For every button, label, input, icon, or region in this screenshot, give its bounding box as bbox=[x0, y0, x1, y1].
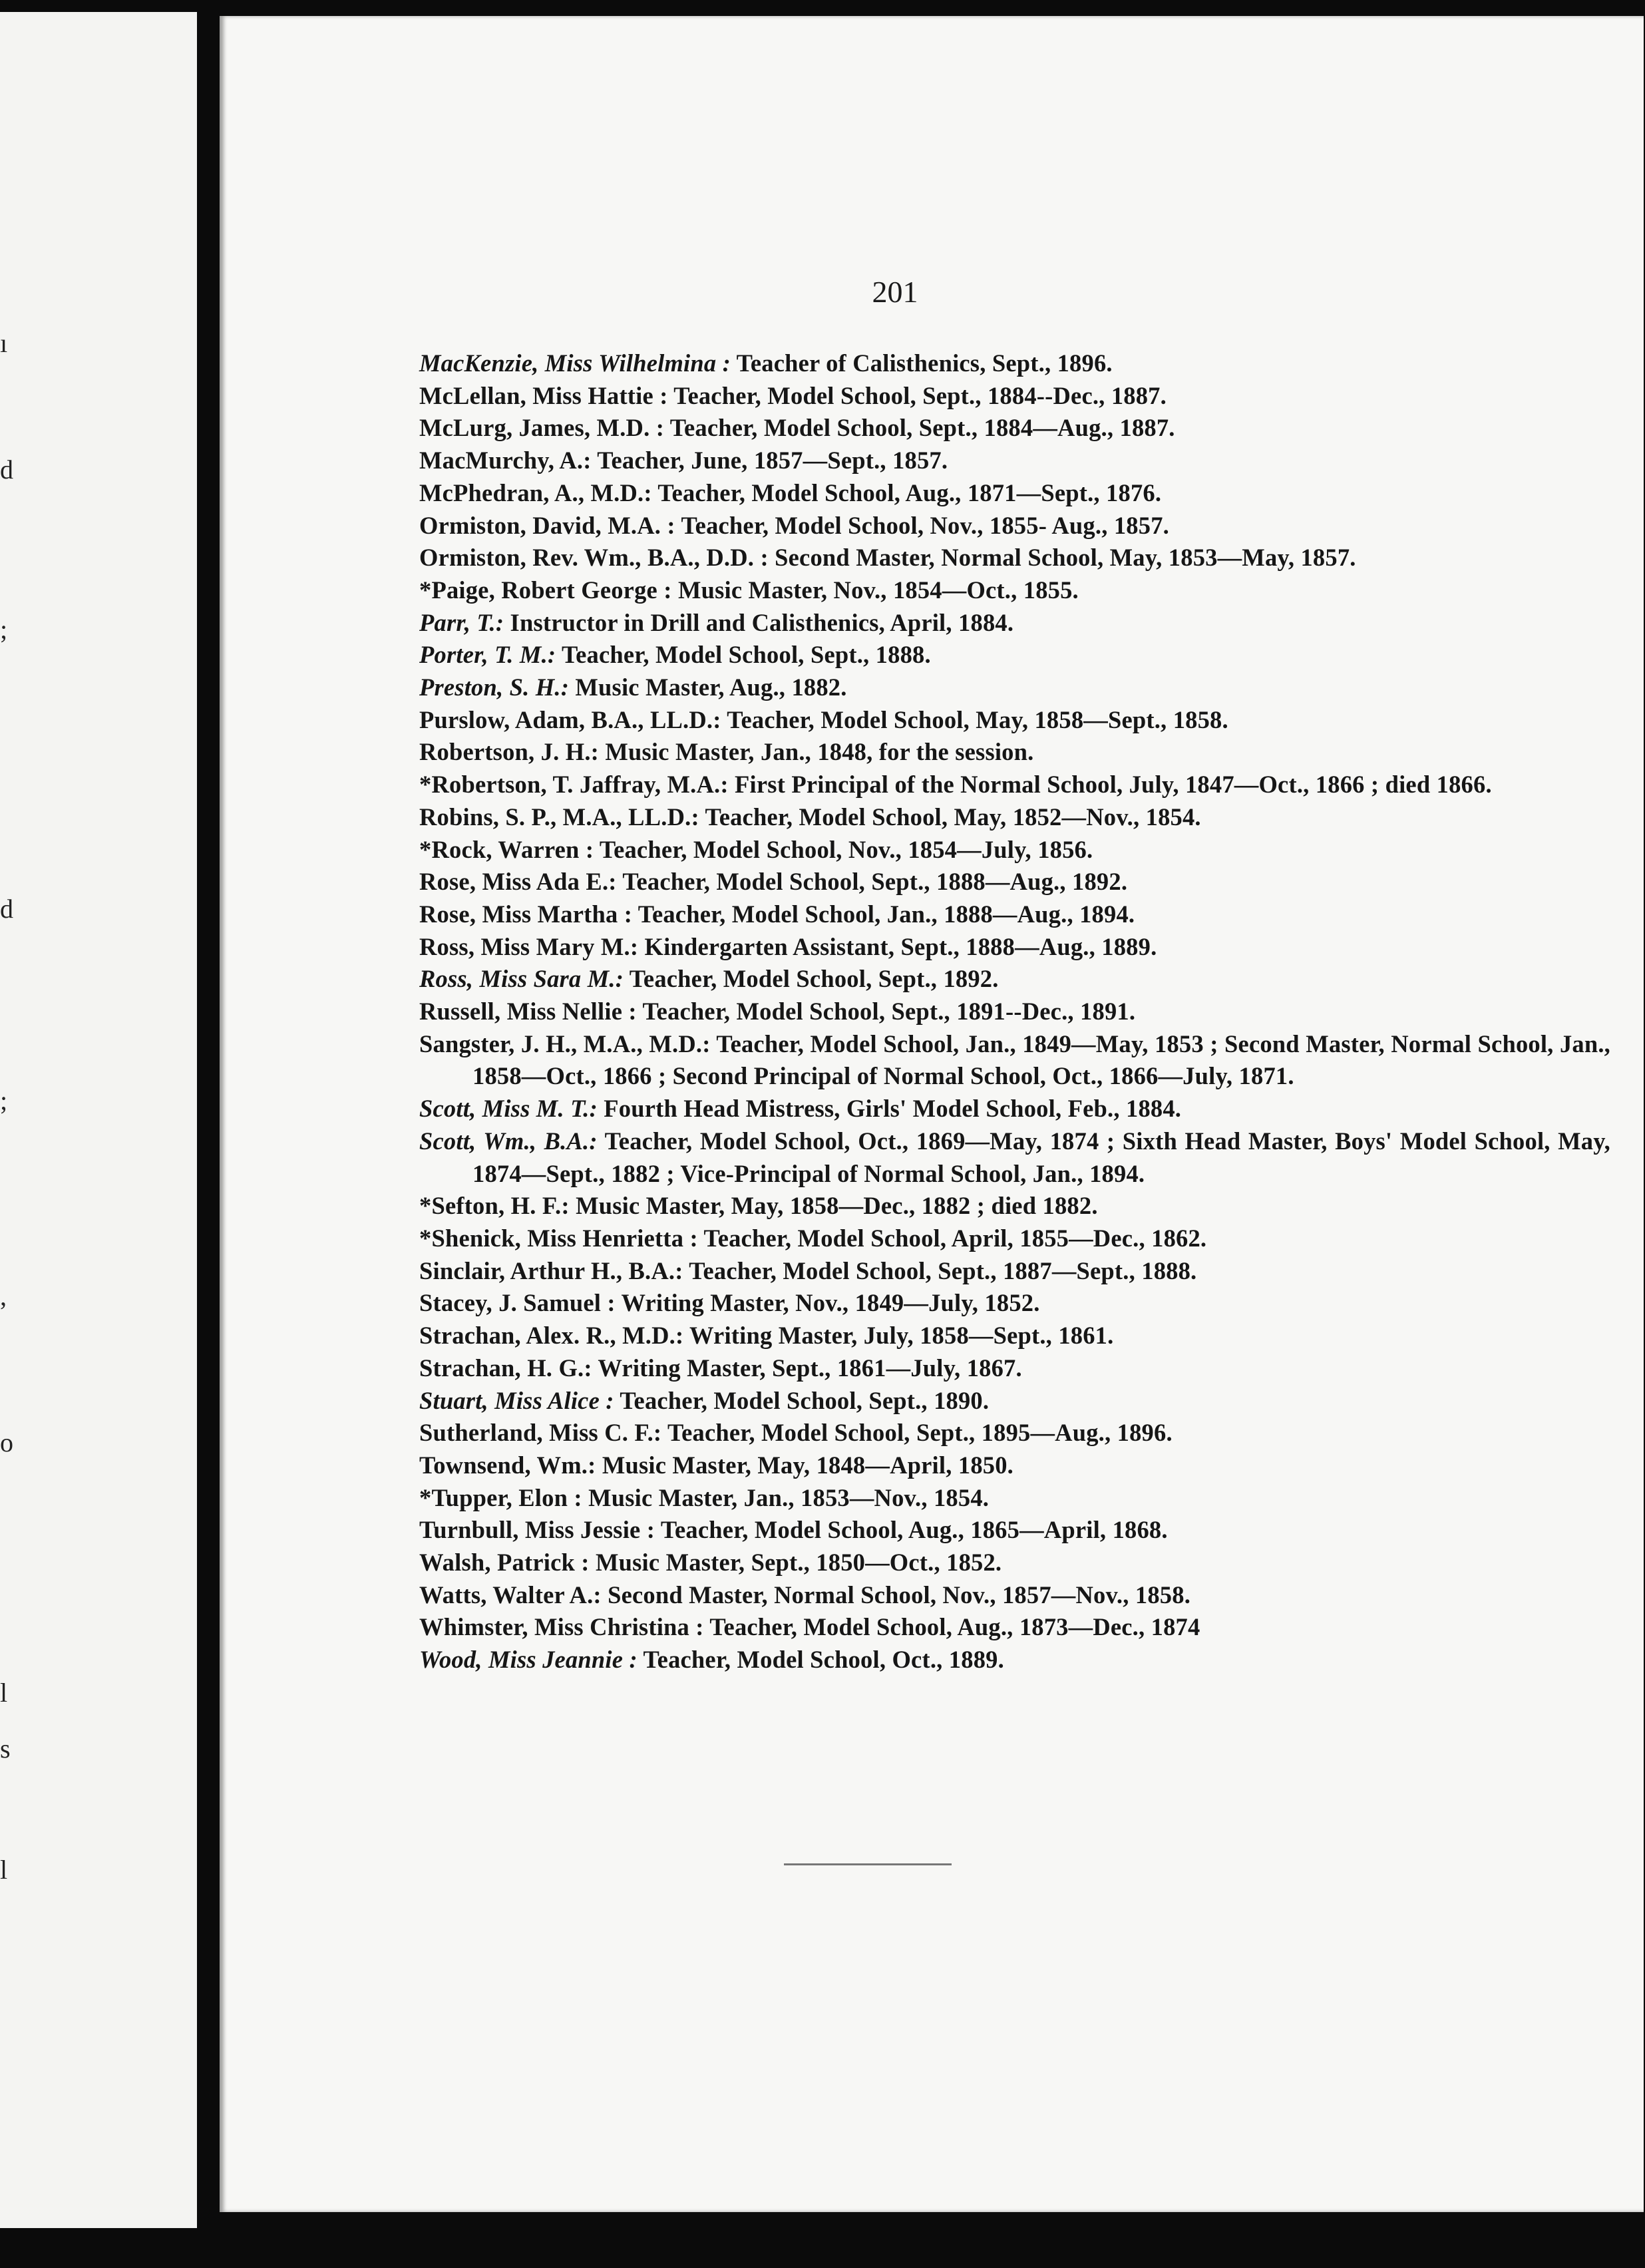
entry-name: Watts, Walter A.: bbox=[419, 1581, 602, 1608]
entry-name: Sinclair, Arthur H., B.A.: bbox=[419, 1256, 683, 1284]
list-item bbox=[419, 1417, 1610, 1449]
margin-fragment: ı bbox=[0, 328, 8, 358]
entry-name: *Shenick, Miss Henrietta : bbox=[419, 1224, 698, 1252]
list-item bbox=[419, 898, 1610, 931]
entry-name: Scott, Wm., B.A.: bbox=[419, 1127, 598, 1155]
list-item bbox=[419, 412, 1610, 445]
book-gutter bbox=[197, 0, 220, 2268]
entry-description: Writing Master, July, 1858—Sept., 1861. bbox=[689, 1322, 1114, 1350]
list-item bbox=[419, 639, 1610, 671]
list-item bbox=[419, 996, 1610, 1028]
entry-name: McLellan, Miss Hattie : bbox=[419, 381, 668, 409]
entry-name: McLurg, James, M.D. : bbox=[419, 414, 665, 442]
list-item bbox=[419, 1320, 1610, 1352]
entry-name: Rose, Miss Ada E.: bbox=[419, 868, 617, 896]
margin-fragment: s bbox=[0, 1734, 11, 1764]
entry-description: Teacher, Model School, Sept., 1888—Aug., 1892. bbox=[622, 868, 1128, 896]
entry-name: Parr, T.: bbox=[419, 608, 504, 636]
entry-description: Teacher, Model School, Aug., 1871—Sept., 1876. bbox=[657, 478, 1162, 506]
entry-description: Teacher, Model School, Sept., 1887—Sept., 1888. bbox=[689, 1256, 1197, 1284]
list-item bbox=[419, 542, 1610, 574]
entry-name: Ross, Miss Mary M.: bbox=[419, 932, 639, 960]
entry-description: Teacher, Model School, Aug., 1865—April, 1868. bbox=[660, 1516, 1168, 1544]
entry-description: Teacher, Model School, Sept., 1890. bbox=[620, 1386, 990, 1414]
entry-description: Music Master, Sept., 1850—Oct., 1852. bbox=[595, 1549, 1002, 1577]
entry-description: Teacher, Model School, Jan., 1849—May, 1853 ; Second Master, Normal School, Jan., 1858—Oct., 1866 ; Second Principal of Normal School, Oct., 1866—July, 1871. bbox=[472, 1030, 1610, 1090]
list-item bbox=[419, 1028, 1610, 1093]
list-item bbox=[419, 866, 1610, 898]
entry-description: Second Master, Normal School, Nov., 1857—Nov., 1858. bbox=[608, 1581, 1191, 1608]
entry-name: Sutherland, Miss C. F.: bbox=[419, 1419, 662, 1447]
entry-name: Strachan, Alex. R., M.D.: bbox=[419, 1322, 684, 1350]
entry-name: Ormiston, Rev. Wm., B.A., D.D. : bbox=[419, 544, 769, 572]
list-item bbox=[419, 477, 1610, 510]
list-item bbox=[419, 1449, 1610, 1482]
list-item bbox=[419, 1579, 1610, 1612]
entry-description: Teacher of Calisthenics, Sept., 1896. bbox=[736, 349, 1113, 377]
entry-description: Teacher, June, 1857—Sept., 1857. bbox=[597, 447, 948, 474]
entry-name: Whimster, Miss Christina : bbox=[419, 1613, 704, 1641]
list-item bbox=[419, 445, 1610, 477]
margin-fragment: ; bbox=[0, 1085, 8, 1115]
list-item bbox=[419, 1223, 1610, 1255]
entry-description: Teacher, Model School, Nov., 1854—July, 1856. bbox=[599, 835, 1093, 863]
margin-fragment: l bbox=[0, 1678, 8, 1708]
list-item bbox=[419, 607, 1610, 640]
entry-name: Robins, S. P., M.A., LL.D.: bbox=[419, 803, 699, 831]
entry-description: Music Master, May, 1858—Dec., 1882 ; died 1882. bbox=[576, 1192, 1098, 1220]
list-item bbox=[419, 510, 1610, 542]
entry-name: Ross, Miss Sara M.: bbox=[419, 965, 624, 993]
list-item bbox=[419, 1611, 1610, 1644]
entry-description: Teacher, Model School, Sept., 1884—Aug., 1887. bbox=[669, 414, 1175, 442]
entry-name: MacKenzie, Miss Wilhelmina : bbox=[419, 349, 731, 377]
list-item bbox=[419, 801, 1610, 834]
margin-fragment: l bbox=[0, 1855, 8, 1885]
page-number: 201 bbox=[872, 275, 918, 309]
entry-description: Music Master, Aug., 1882. bbox=[575, 673, 847, 701]
list-item bbox=[419, 1255, 1610, 1288]
entry-name: Walsh, Patrick : bbox=[419, 1549, 590, 1577]
list-item bbox=[419, 1352, 1610, 1385]
margin-fragment: d bbox=[0, 455, 13, 484]
entry-name: Preston, S. H.: bbox=[419, 673, 570, 701]
entry-name: Purslow, Adam, B.A., LL.D.: bbox=[419, 705, 721, 733]
list-item bbox=[419, 671, 1610, 704]
entry-name: Strachan, H. G.: bbox=[419, 1354, 592, 1382]
list-item bbox=[419, 1547, 1610, 1579]
list-item bbox=[419, 1482, 1610, 1515]
list-item bbox=[419, 769, 1610, 801]
staff-list bbox=[419, 347, 1610, 1676]
entry-description: Kindergarten Assistant, Sept., 1888—Aug., 1889. bbox=[644, 932, 1157, 960]
entry-name: MacMurchy, A.: bbox=[419, 447, 592, 474]
entry-name: Stuart, Miss Alice : bbox=[419, 1386, 614, 1414]
entry-description: Teacher, Model School, Sept., 1895—Aug., 1896. bbox=[667, 1419, 1173, 1447]
entry-name: *Robertson, T. Jaffray, M.A.: bbox=[419, 771, 729, 799]
list-item bbox=[419, 1287, 1610, 1320]
book-page bbox=[220, 16, 1644, 2212]
entry-name: McPhedran, A., M.D.: bbox=[419, 478, 652, 506]
margin-fragment: o bbox=[0, 1427, 13, 1457]
entry-description: Second Master, Normal School, May, 1853—May, 1857. bbox=[775, 544, 1356, 572]
entry-description: Teacher, Model School, Aug., 1873—Dec., 1874 bbox=[709, 1613, 1200, 1641]
list-item bbox=[419, 1644, 1610, 1676]
entry-description: Music Master, Nov., 1854—Oct., 1855. bbox=[677, 576, 1079, 604]
entry-description: Teacher, Model School, Nov., 1855- Aug., 1857. bbox=[681, 511, 1169, 539]
entry-name: Ormiston, David, M.A. : bbox=[419, 511, 675, 539]
entry-description: First Principal of the Normal School, July, 1847—Oct., 1866 ; died 1866. bbox=[735, 771, 1492, 799]
entry-description: Teacher, Model School, Oct., 1889. bbox=[643, 1646, 1004, 1674]
entry-description: Teacher, Model School, Jan., 1888—Aug., 1894. bbox=[638, 900, 1135, 928]
list-item bbox=[419, 704, 1610, 737]
list-item bbox=[419, 574, 1610, 607]
entry-description: Music Master, May, 1848—April, 1850. bbox=[602, 1451, 1013, 1479]
entry-name: Robertson, J. H.: bbox=[419, 738, 600, 766]
margin-fragment: d bbox=[0, 894, 13, 924]
entry-description: Fourth Head Mistress, Girls' Model School, Feb., 1884. bbox=[604, 1095, 1182, 1123]
section-end-rule bbox=[784, 1863, 952, 1865]
entry-description: Teacher, Model School, Sept., 1892. bbox=[629, 965, 999, 993]
list-item bbox=[419, 347, 1610, 380]
entry-description: Writing Master, Sept., 1861—July, 1867. bbox=[598, 1354, 1022, 1382]
entry-description: Music Master, Jan., 1853—Nov., 1854. bbox=[588, 1483, 990, 1511]
list-item bbox=[419, 1385, 1610, 1418]
entry-description: Teacher, Model School, April, 1855—Dec., 1862. bbox=[703, 1224, 1207, 1252]
entry-description: Teacher, Model School, Oct., 1869—May, 1874 ; Sixth Head Master, Boys' Model School, May, 1874—Sept., 1882 ; Vice-Principal of Normal School, Jan., 1894. bbox=[472, 1127, 1611, 1187]
entry-name: *Sefton, H. F.: bbox=[419, 1192, 570, 1220]
entry-name: Russell, Miss Nellie : bbox=[419, 998, 637, 1026]
entry-description: Teacher, Model School, May, 1858—Sept., 1858. bbox=[727, 705, 1228, 733]
entry-description: Music Master, Jan., 1848, for the session. bbox=[605, 738, 1034, 766]
entry-description: Instructor in Drill and Calisthenics, April, 1884. bbox=[510, 608, 1014, 636]
list-item bbox=[419, 1125, 1610, 1190]
adjacent-page-edge bbox=[0, 12, 197, 2228]
list-item bbox=[419, 1093, 1610, 1125]
entry-name: Wood, Miss Jeannie : bbox=[419, 1646, 638, 1674]
entry-description: Teacher, Model School, May, 1852—Nov., 1854. bbox=[705, 803, 1201, 831]
list-item bbox=[419, 736, 1610, 769]
entry-description: Writing Master, Nov., 1849—July, 1852. bbox=[621, 1289, 1040, 1317]
margin-fragment: ; bbox=[0, 614, 8, 644]
list-item bbox=[419, 963, 1610, 996]
entry-name: Sangster, J. H., M.A., M.D.: bbox=[419, 1030, 711, 1057]
entry-name: Rose, Miss Martha : bbox=[419, 900, 633, 928]
entry-description: Teacher, Model School, Sept., 1891--Dec., 1891. bbox=[642, 998, 1136, 1026]
margin-fragment: , bbox=[0, 1281, 7, 1311]
entry-name: *Rock, Warren : bbox=[419, 835, 594, 863]
entry-name: Scott, Miss M. T.: bbox=[419, 1095, 598, 1123]
entry-name: Stacey, J. Samuel : bbox=[419, 1289, 616, 1317]
entry-name: Townsend, Wm.: bbox=[419, 1451, 596, 1479]
list-item bbox=[419, 931, 1610, 964]
entry-name: Porter, T. M.: bbox=[419, 641, 556, 669]
list-item bbox=[419, 380, 1610, 413]
entry-description: Teacher, Model School, Sept., 1884--Dec., 1887. bbox=[673, 381, 1167, 409]
entry-name: *Paige, Robert George : bbox=[419, 576, 672, 604]
entry-description: Teacher, Model School, Sept., 1888. bbox=[561, 641, 931, 669]
list-item bbox=[419, 834, 1610, 866]
list-item bbox=[419, 1514, 1610, 1547]
list-item bbox=[419, 1190, 1610, 1223]
entry-name: Turnbull, Miss Jessie : bbox=[419, 1516, 655, 1544]
entry-name: *Tupper, Elon : bbox=[419, 1483, 582, 1511]
